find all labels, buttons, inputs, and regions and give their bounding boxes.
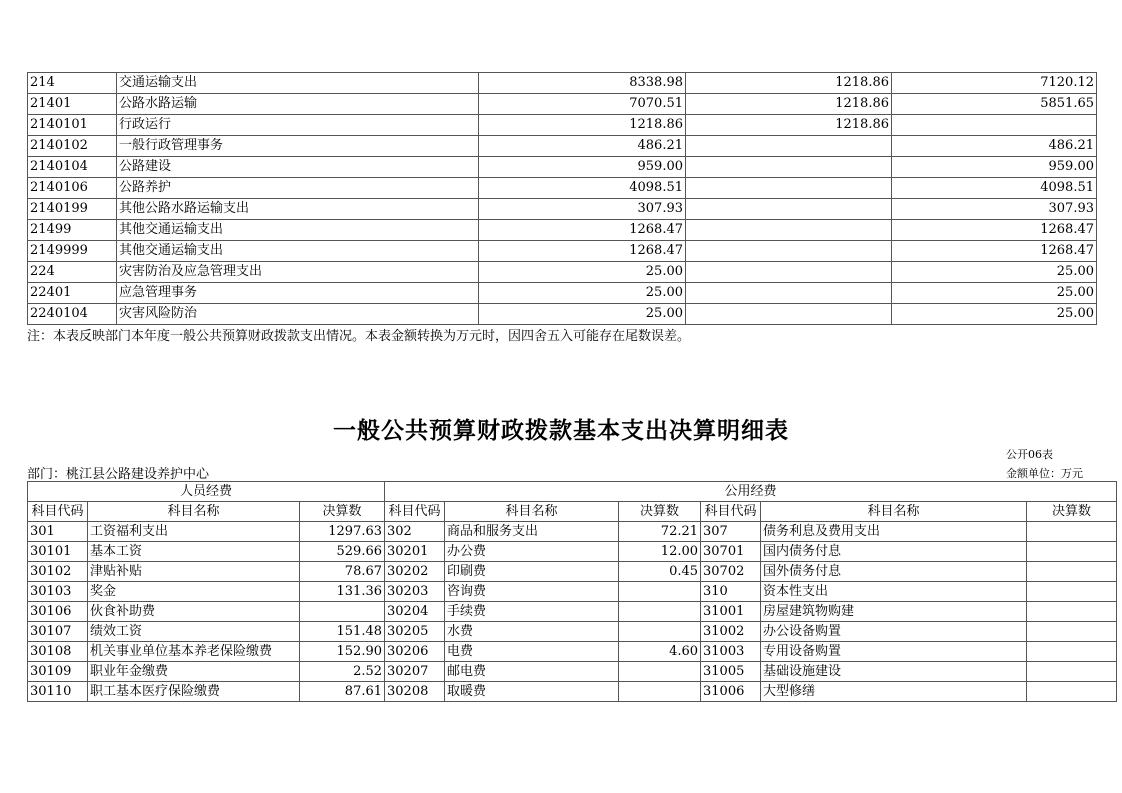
project-amount: 25.00 [892,262,1097,283]
personnel-code: 30103 [28,582,88,602]
personnel-amount: 131.36 [300,582,385,602]
table-note: 注：本表反映部门本年度一般公共预算财政拨款支出情况。本表金额转换为万元时，因四舍五入可能存在尾数误差。 [27,329,691,344]
public-name: 办公设备购置 [761,622,1027,642]
subject-code: 21401 [28,94,117,115]
basic-amount [686,220,892,241]
form-code: 公开06表 [1006,448,1053,461]
table-row [28,199,1097,220]
public-name: 商品和服务支出 [445,522,619,542]
subject-code: 2149999 [28,241,117,262]
public-amount [619,582,701,602]
personnel-amount: 87.61 [300,682,385,702]
subject-name: 行政运行 [117,115,479,136]
header-amount: 决算数 [300,502,385,522]
basic-amount [686,136,892,157]
personnel-amount: 1297.63 [300,522,385,542]
header-name: 科目名称 [88,502,300,522]
header-name: 科目名称 [761,502,1027,522]
column-header-row [28,502,1117,522]
total-amount: 1268.47 [479,220,686,241]
subject-code: 21499 [28,220,117,241]
public-code: 30207 [385,662,445,682]
public-name: 房屋建筑物购建 [761,602,1027,622]
public-name: 咨询费 [445,582,619,602]
public-amount [1027,522,1117,542]
subject-name: 其他公路水路运输支出 [117,199,479,220]
table-row [28,642,1117,662]
subject-code: 2240104 [28,304,117,325]
table-row [28,542,1117,562]
personnel-code: 30106 [28,602,88,622]
basic-amount [686,199,892,220]
public-amount [1027,542,1117,562]
table-row [28,304,1097,325]
total-amount: 486.21 [479,136,686,157]
personnel-name: 绩效工资 [88,622,300,642]
public-name: 国外债务付息 [761,562,1027,582]
public-code: 302 [385,522,445,542]
public-code: 30701 [701,542,761,562]
personnel-name: 基本工资 [88,542,300,562]
header-amount: 决算数 [619,502,701,522]
subject-code: 2140106 [28,178,117,199]
department-label: 部门：桃江县公路建设养护中心 [27,467,210,482]
public-code: 31002 [701,622,761,642]
subject-name: 其他交通运输支出 [117,220,479,241]
subject-code: 214 [28,73,117,94]
public-name: 债务利息及费用支出 [761,522,1027,542]
personnel-name: 奖金 [88,582,300,602]
subject-name: 公路水路运输 [117,94,479,115]
project-amount: 5851.65 [892,94,1097,115]
header-code: 科目代码 [28,502,88,522]
subject-code: 224 [28,262,117,283]
table-row [28,602,1117,622]
subject-code: 22401 [28,283,117,304]
header-name: 科目名称 [445,502,619,522]
table-row [28,136,1097,157]
personnel-name: 机关事业单位基本养老保险缴费 [88,642,300,662]
public-code: 30204 [385,602,445,622]
total-amount: 7070.51 [479,94,686,115]
project-amount: 1268.47 [892,241,1097,262]
project-amount: 4098.51 [892,178,1097,199]
table-row [28,241,1097,262]
personnel-name: 职工基本医疗保险缴费 [88,682,300,702]
personnel-code: 301 [28,522,88,542]
personnel-code: 30107 [28,622,88,642]
table-row [28,522,1117,542]
public-amount [1027,562,1117,582]
table-row [28,562,1117,582]
subject-code: 2140199 [28,199,117,220]
project-amount: 25.00 [892,283,1097,304]
personnel-code: 30110 [28,682,88,702]
subject-code: 2140101 [28,115,117,136]
public-amount [1027,582,1117,602]
public-code: 307 [701,522,761,542]
table-row [28,662,1117,682]
basic-amount [686,283,892,304]
personnel-amount: 2.52 [300,662,385,682]
subject-name: 其他交通运输支出 [117,241,479,262]
basic-amount [686,241,892,262]
total-amount: 1268.47 [479,241,686,262]
table-row [28,283,1097,304]
subject-name: 灾害风险防治 [117,304,479,325]
total-amount: 25.00 [479,283,686,304]
personnel-name: 伙食补助费 [88,602,300,622]
public-amount: 72.21 [619,522,701,542]
personnel-amount: 529.66 [300,542,385,562]
subject-name: 交通运输支出 [117,73,479,94]
table-row [28,157,1097,178]
personnel-code: 30109 [28,662,88,682]
public-code: 30203 [385,582,445,602]
total-amount: 959.00 [479,157,686,178]
project-amount: 486.21 [892,136,1097,157]
total-amount: 1218.86 [479,115,686,136]
public-code: 31003 [701,642,761,662]
total-amount: 25.00 [479,262,686,283]
public-code: 310 [701,582,761,602]
header-code: 科目代码 [385,502,445,522]
public-amount [1027,602,1117,622]
table-row [28,622,1117,642]
public-amount [619,662,701,682]
public-code: 31001 [701,602,761,622]
public-name: 大型修缮 [761,682,1027,702]
basic-amount [686,304,892,325]
personnel-code: 30102 [28,562,88,582]
subject-code: 2140104 [28,157,117,178]
personnel-code: 30108 [28,642,88,662]
subject-name: 公路建设 [117,157,479,178]
public-code: 31005 [701,662,761,682]
header-amount: 决算数 [1027,502,1117,522]
project-amount [892,115,1097,136]
personnel-amount [300,602,385,622]
table-row [28,115,1097,136]
personnel-name: 职业年金缴费 [88,662,300,682]
personnel-amount: 151.48 [300,622,385,642]
group-header-public: 公用经费 [385,482,1117,502]
expenditure-table [27,72,1097,325]
project-amount: 307.93 [892,199,1097,220]
personnel-amount: 152.90 [300,642,385,662]
personnel-amount: 78.67 [300,562,385,582]
public-amount: 4.60 [619,642,701,662]
personnel-code: 30101 [28,542,88,562]
public-code: 30208 [385,682,445,702]
basic-expenditure-detail-table [27,481,1117,702]
public-code: 30702 [701,562,761,582]
personnel-name: 工资福利支出 [88,522,300,542]
basic-amount: 1218.86 [686,115,892,136]
project-amount: 1268.47 [892,220,1097,241]
public-name: 水费 [445,622,619,642]
project-amount: 25.00 [892,304,1097,325]
public-amount: 0.45 [619,562,701,582]
table-row [28,178,1097,199]
personnel-name: 津贴补贴 [88,562,300,582]
subject-name: 灾害防治及应急管理支出 [117,262,479,283]
table-row [28,682,1117,702]
public-amount: 12.00 [619,542,701,562]
public-name: 取暖费 [445,682,619,702]
table-row [28,73,1097,94]
public-code: 30202 [385,562,445,582]
basic-amount [686,178,892,199]
public-name: 手续费 [445,602,619,622]
public-amount [1027,622,1117,642]
subject-name: 公路养护 [117,178,479,199]
public-code: 30206 [385,642,445,662]
page-title: 一般公共预算财政拨款基本支出决算明细表 [333,418,789,444]
public-code: 30201 [385,542,445,562]
public-name: 电费 [445,642,619,662]
basic-amount: 1218.86 [686,94,892,115]
table-row [28,262,1097,283]
public-amount [619,682,701,702]
public-code: 30205 [385,622,445,642]
total-amount: 307.93 [479,199,686,220]
unit-label: 金额单位：万元 [1006,467,1083,480]
basic-amount [686,262,892,283]
public-name: 专用设备购置 [761,642,1027,662]
public-name: 基础设施建设 [761,662,1027,682]
public-name: 办公费 [445,542,619,562]
subject-name: 一般行政管理事务 [117,136,479,157]
header-code: 科目代码 [701,502,761,522]
public-name: 邮电费 [445,662,619,682]
basic-amount [686,157,892,178]
public-amount [619,602,701,622]
total-amount: 4098.51 [479,178,686,199]
group-header-row [28,482,1117,502]
table-row [28,220,1097,241]
project-amount: 7120.12 [892,73,1097,94]
table-row [28,582,1117,602]
group-header-personnel: 人员经费 [28,482,385,502]
public-code: 31006 [701,682,761,702]
public-name: 资本性支出 [761,582,1027,602]
table-row [28,94,1097,115]
subject-name: 应急管理事务 [117,283,479,304]
project-amount: 959.00 [892,157,1097,178]
basic-amount: 1218.86 [686,73,892,94]
public-name: 国内债务付息 [761,542,1027,562]
public-amount [619,622,701,642]
total-amount: 8338.98 [479,73,686,94]
subject-code: 2140102 [28,136,117,157]
public-amount [1027,662,1117,682]
public-amount [1027,642,1117,662]
public-name: 印刷费 [445,562,619,582]
total-amount: 25.00 [479,304,686,325]
public-amount [1027,682,1117,702]
